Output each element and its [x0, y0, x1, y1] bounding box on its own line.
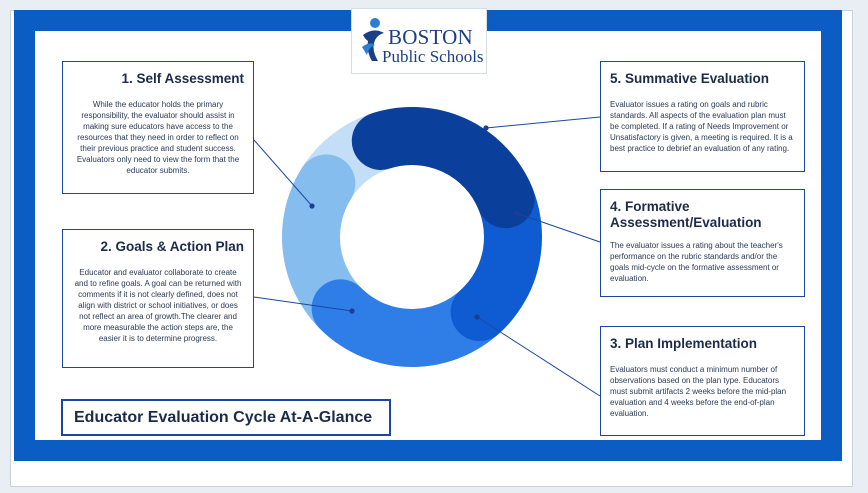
step-5-heading: 5. Summative Evaluation [610, 71, 770, 86]
step-3-heading: 3. Plan Implementation [610, 336, 758, 351]
connector-step-5 [486, 117, 600, 128]
step-3-box [600, 326, 805, 436]
connector-step-4-dot [513, 210, 518, 215]
page-title: Educator Evaluation Cycle At-A-Glance [61, 399, 391, 436]
step-1-box [62, 61, 254, 194]
step-3-body: Evaluators must conduct a minimum number of observations based on the plan type. Educators must submit artifacts 2 weeks before the mid-plan evaluation and 4 weeks before the end-of-plan evaluation. [610, 365, 787, 418]
step-2-heading: 2. Goals & Action Plan [100, 239, 244, 254]
step-2-box [62, 229, 254, 368]
boston-public-schools-logo [351, 8, 487, 74]
step-4-heading: 4. Formative Assessment/Evaluation [610, 199, 762, 230]
step-4-box [600, 189, 805, 297]
step-5-box [600, 61, 805, 172]
step-1-body: While the educator holds the primary responsibility, the evaluator should assist in making sure educators have access to the resources that they need in order to reflect on their previous practice and student success. Evaluators only need to view the form that the educator submits. [76, 100, 240, 175]
connector-step-2-dot [349, 308, 354, 313]
step-2-body: Educator and evaluator collaborate to create and to refine goals. A goal can be returned with comments if it is not clearly defined, does not align with district or school initiatives, or does not reflect an area of growth.The clearer and more measurable the action steps are, the easier it is to determine progress. [74, 268, 242, 343]
logo-text-public-schools: Public Schools [382, 47, 484, 66]
logo-text-boston: BOSTON [388, 25, 473, 49]
connector-step-3 [477, 317, 600, 396]
connector-step-5-dot [483, 125, 488, 130]
step-4-body: The evaluator issues a rating about the teacher's performance on the rubric standards and/or the goals mid-cycle on the formative assessment or evaluation. [610, 241, 783, 283]
cycle-ring [311, 136, 513, 338]
step-5-body: Evaluator issues a rating on goals and rubric standards. All aspects of the evaluation plan must be completed. If a rating of Needs Improvement or Unsatisfactory is given, a meeting is required. It is a best practice to debrief an evaluation of any rating. [610, 100, 793, 153]
segment-summative-evaluation [381, 136, 506, 199]
connector-step-1-dot [309, 203, 314, 208]
step-1-heading: 1. Self Assessment [121, 71, 244, 86]
connector-step-3-dot [474, 314, 479, 319]
